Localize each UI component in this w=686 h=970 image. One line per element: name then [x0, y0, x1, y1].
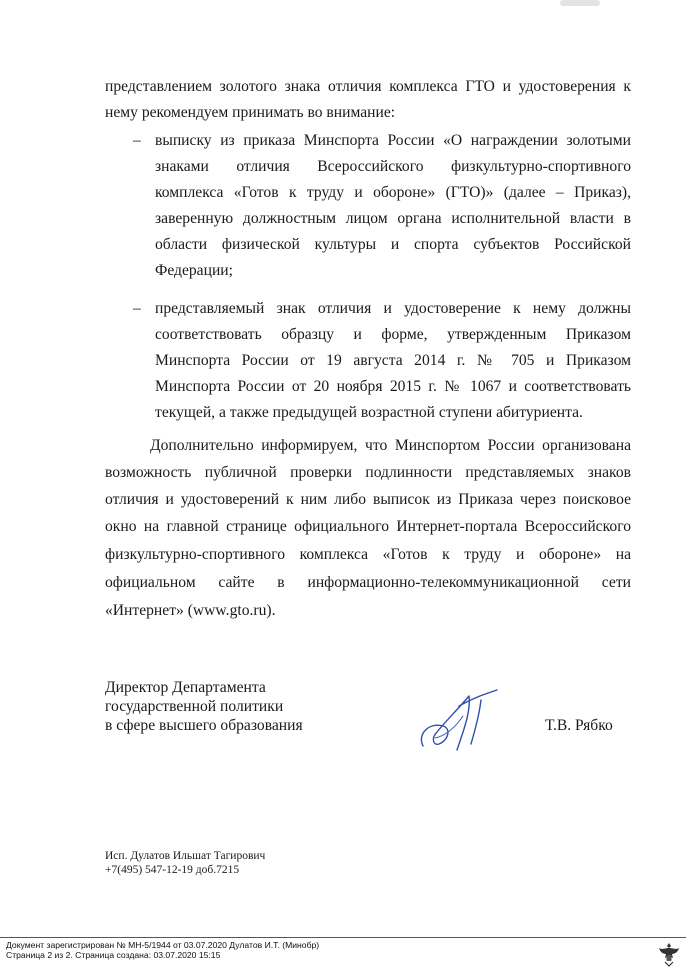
signatory-name: Т.В. Рябко	[545, 717, 613, 734]
intro-line-2: нему рекомендуем принимать во внимание:	[105, 104, 396, 121]
intro-line-1: представлением золотого знака отличия комплекса ГТО и удостоверения к	[105, 78, 631, 95]
list-item-1-line-4: заверенную должностным лицом органа исполнительной власти в	[155, 210, 631, 227]
para2-line-3: отличия и удостоверений к ним либо выписок из Приказа через поисковое	[105, 491, 631, 508]
signatory-position	[105, 678, 303, 735]
para2-line-1: Дополнительно информируем, что Минспортом России организована	[150, 437, 631, 454]
list-item-1-line-6: Федерации;	[155, 262, 233, 279]
state-emblem-icon	[656, 940, 682, 968]
list-bullet-1: –	[133, 132, 141, 149]
list-item-2-line-1: представляемый знак отличия и удостоверение к нему должны	[155, 300, 631, 317]
list-item-2-line-5: текущей, а также предыдущей возрастной ступени абитуриента.	[155, 404, 583, 421]
footer-line-1: Документ зарегистрирован № МН-5/1944 от 03.07.2020 Дулатов И.Т. (Минобр)	[6, 940, 320, 950]
list-item-1-line-1: выписку из приказа Минспорта России «О награждении золотыми	[155, 132, 631, 149]
para2-line-6: официальном сайте в информационно-телекоммуникационной сети	[105, 574, 631, 591]
para2-line-2: возможность публичной проверки подлинности представляемых знаков	[105, 464, 631, 481]
list-item-1-line-2: знаками отличия Всероссийского физкультурно-спортивного	[155, 158, 631, 175]
para2-line-7: «Интернет» (www.gto.ru).	[105, 602, 276, 619]
list-item-2-line-2: соответствовать образцу и форме, утвержденным Приказом	[155, 326, 631, 343]
executor-info	[105, 849, 265, 877]
list-item-1-line-3: комплекса «Готов к труду и обороне» (ГТО)» (далее – Приказ),	[155, 184, 631, 201]
list-item-1-line-5: области физической культуры и спорта субъектов Российской	[155, 236, 631, 253]
para2-line-5: физкультурно-спортивного комплекса «Готов к труду и обороне» на	[105, 546, 631, 563]
footer-divider	[0, 937, 686, 938]
executor-name: Исп. Дулатов Ильшат Тагирович	[105, 850, 266, 862]
signatory-position-line-2: государственной политики	[105, 698, 284, 715]
signatory-position-line-1: Директор Департамента	[105, 679, 266, 696]
handwritten-signature-icon	[415, 686, 515, 762]
scan-artifact	[560, 0, 600, 6]
list-bullet-2: –	[133, 300, 141, 317]
signatory-position-line-3: в сфере высшего образования	[105, 717, 303, 734]
list-item-2-line-3: Минспорта России от 19 августа 2014 г. № 705 и Приказом	[155, 352, 631, 369]
registration-footer	[6, 940, 319, 960]
list-item-2-line-4: Минспорта России от 20 ноября 2015 г. № 1067 и соответствовать	[155, 378, 631, 395]
footer-line-2: Страница 2 из 2. Страница создана: 03.07.2020 15:15	[6, 950, 221, 960]
executor-phone: +7(495) 547-12-19 доб.7215	[105, 864, 240, 876]
para2-line-4: окно на главной странице официального Интернет-портала Всероссийского	[105, 518, 631, 535]
